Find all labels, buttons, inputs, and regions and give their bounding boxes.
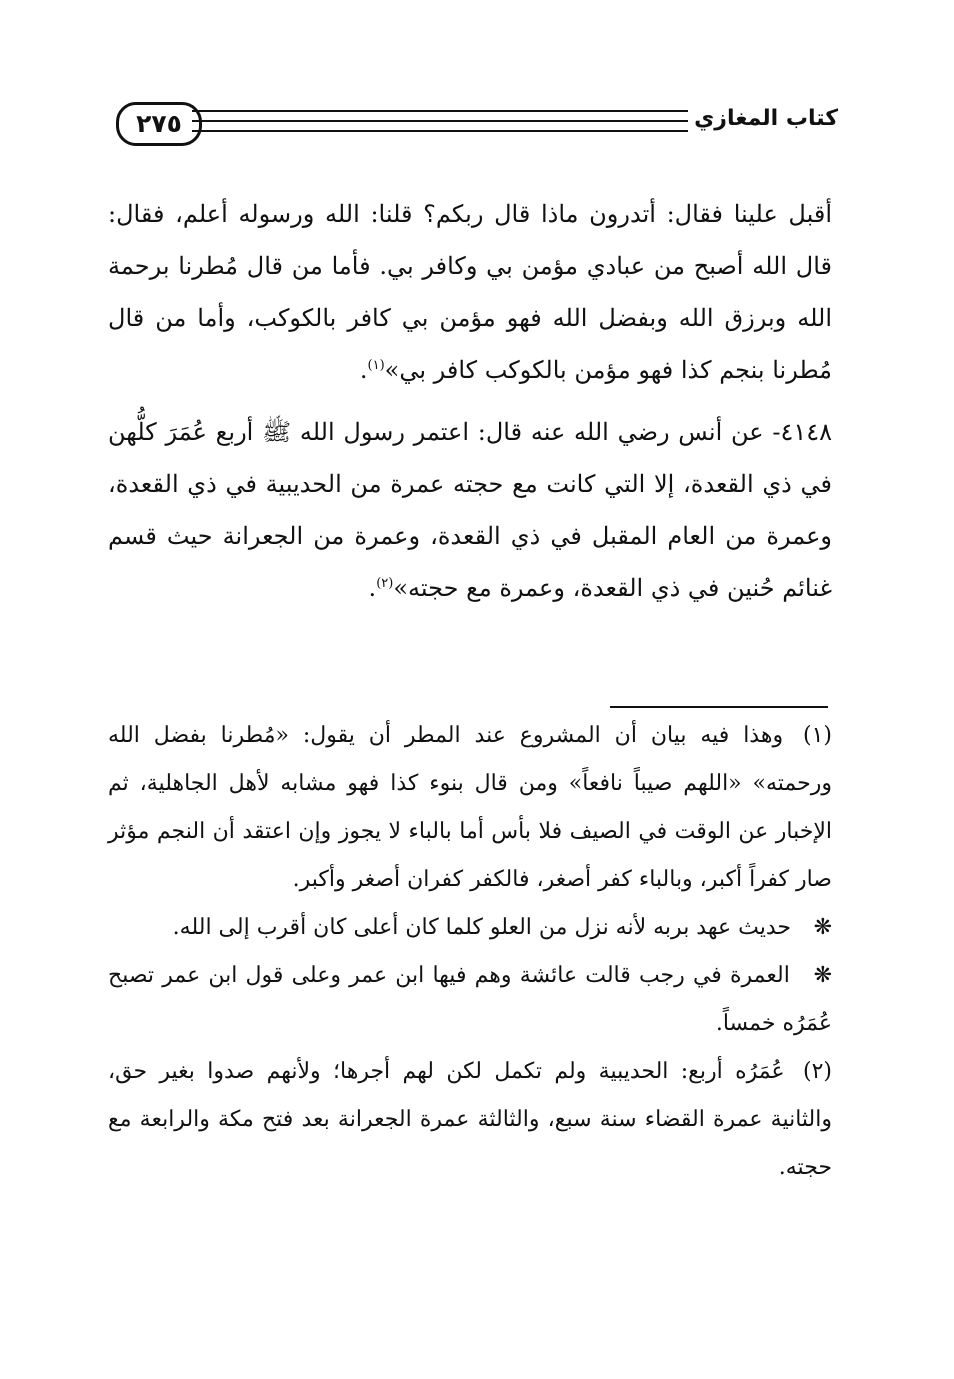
footnote-separator bbox=[610, 706, 828, 708]
header-rule bbox=[192, 120, 688, 122]
footnote-number: (١) bbox=[803, 723, 833, 748]
main-text bbox=[108, 188, 832, 614]
footnotes bbox=[108, 712, 832, 1192]
page-number-badge: ٢٧٥ bbox=[116, 102, 202, 146]
hadith-end: . bbox=[368, 574, 377, 602]
footnote-bullet bbox=[108, 952, 832, 1048]
header-rule bbox=[192, 110, 688, 112]
footnote-2 bbox=[108, 1048, 832, 1192]
footnote-number: (٢) bbox=[802, 1059, 832, 1084]
bullet-icon: ❋ bbox=[813, 963, 832, 988]
book-title: كتاب المغازي bbox=[694, 106, 838, 131]
bullet-icon: ❋ bbox=[813, 915, 832, 940]
hadith-paragraph bbox=[108, 188, 832, 396]
footnote-1 bbox=[108, 712, 832, 904]
footnote-text: وهذا فيه بيان أن المشروع عند المطر أن يقول: «مُطرنا بفضل الله ورحمته» «اللهم صيباً نافعاً» ومن قال بنوء كذا فهو مشابه لأهل الجاهلية، ثم الإخبار عن الوقت في الصيف فلا بأس أما بالباء لا يجوز وإن اعتقد أن النجم مؤثر صار كفراً أكبر، وبالباء كفر أصغر، فالكفر كفران أصغر وأكبر. bbox=[108, 723, 832, 892]
footnote-ref: (١) bbox=[367, 358, 385, 373]
footnote-bullet bbox=[108, 904, 832, 952]
hadith-end: . bbox=[359, 356, 368, 384]
page-header bbox=[112, 92, 838, 162]
header-rule bbox=[192, 130, 688, 132]
footnote-text: عُمَرُه أربع: الحديبية ولم تكمل لكن لهم أجرها؛ ولأنهم صدوا بغير حق، والثانية عمرة القضاء سنة سبع، والثالثة عمرة الجعرانة بعد فتح مكة والرابعة مع حجته. bbox=[108, 1059, 832, 1180]
footnote-ref: (٢) bbox=[376, 576, 394, 591]
hadith-text: ٤١٤٨- عن أنس رضي الله عنه قال: اعتمر رسول الله ﷺ أربع عُمَرَ كلُّهن في ذي القعدة، إلا التي كانت مع حجته عمرة من الحديبية في ذي القعدة، وعمرة من العام المقبل في ذي القعدة، وعمرة من الجعرانة حيث قسم غنائم حُنين في ذي القعدة، وعمرة مع حجته» bbox=[108, 418, 832, 602]
hadith-text: أقبل علينا فقال: أتدرون ماذا قال ربكم؟ قلنا: الله ورسوله أعلم، فقال: قال الله أصبح من عبادي مؤمن بي وكافر بي. فأما من قال مُطرنا برحمة الله وبرزق الله وبفضل الله فهو مؤمن بي كافر بالكوكب، وأما من قال مُطرنا بنجم كذا فهو مؤمن بالكوكب كافر بي» bbox=[108, 200, 832, 384]
hadith-paragraph bbox=[108, 406, 832, 614]
bullet-text: العمرة في رجب قالت عائشة وهم فيها ابن عمر وعلى قول ابن عمر تصبح عُمَرُه خمساً. bbox=[108, 963, 832, 1036]
bullet-text: حديث عهد بربه لأنه نزل من العلو كلما كان أعلى كان أقرب إلى الله. bbox=[172, 915, 791, 940]
